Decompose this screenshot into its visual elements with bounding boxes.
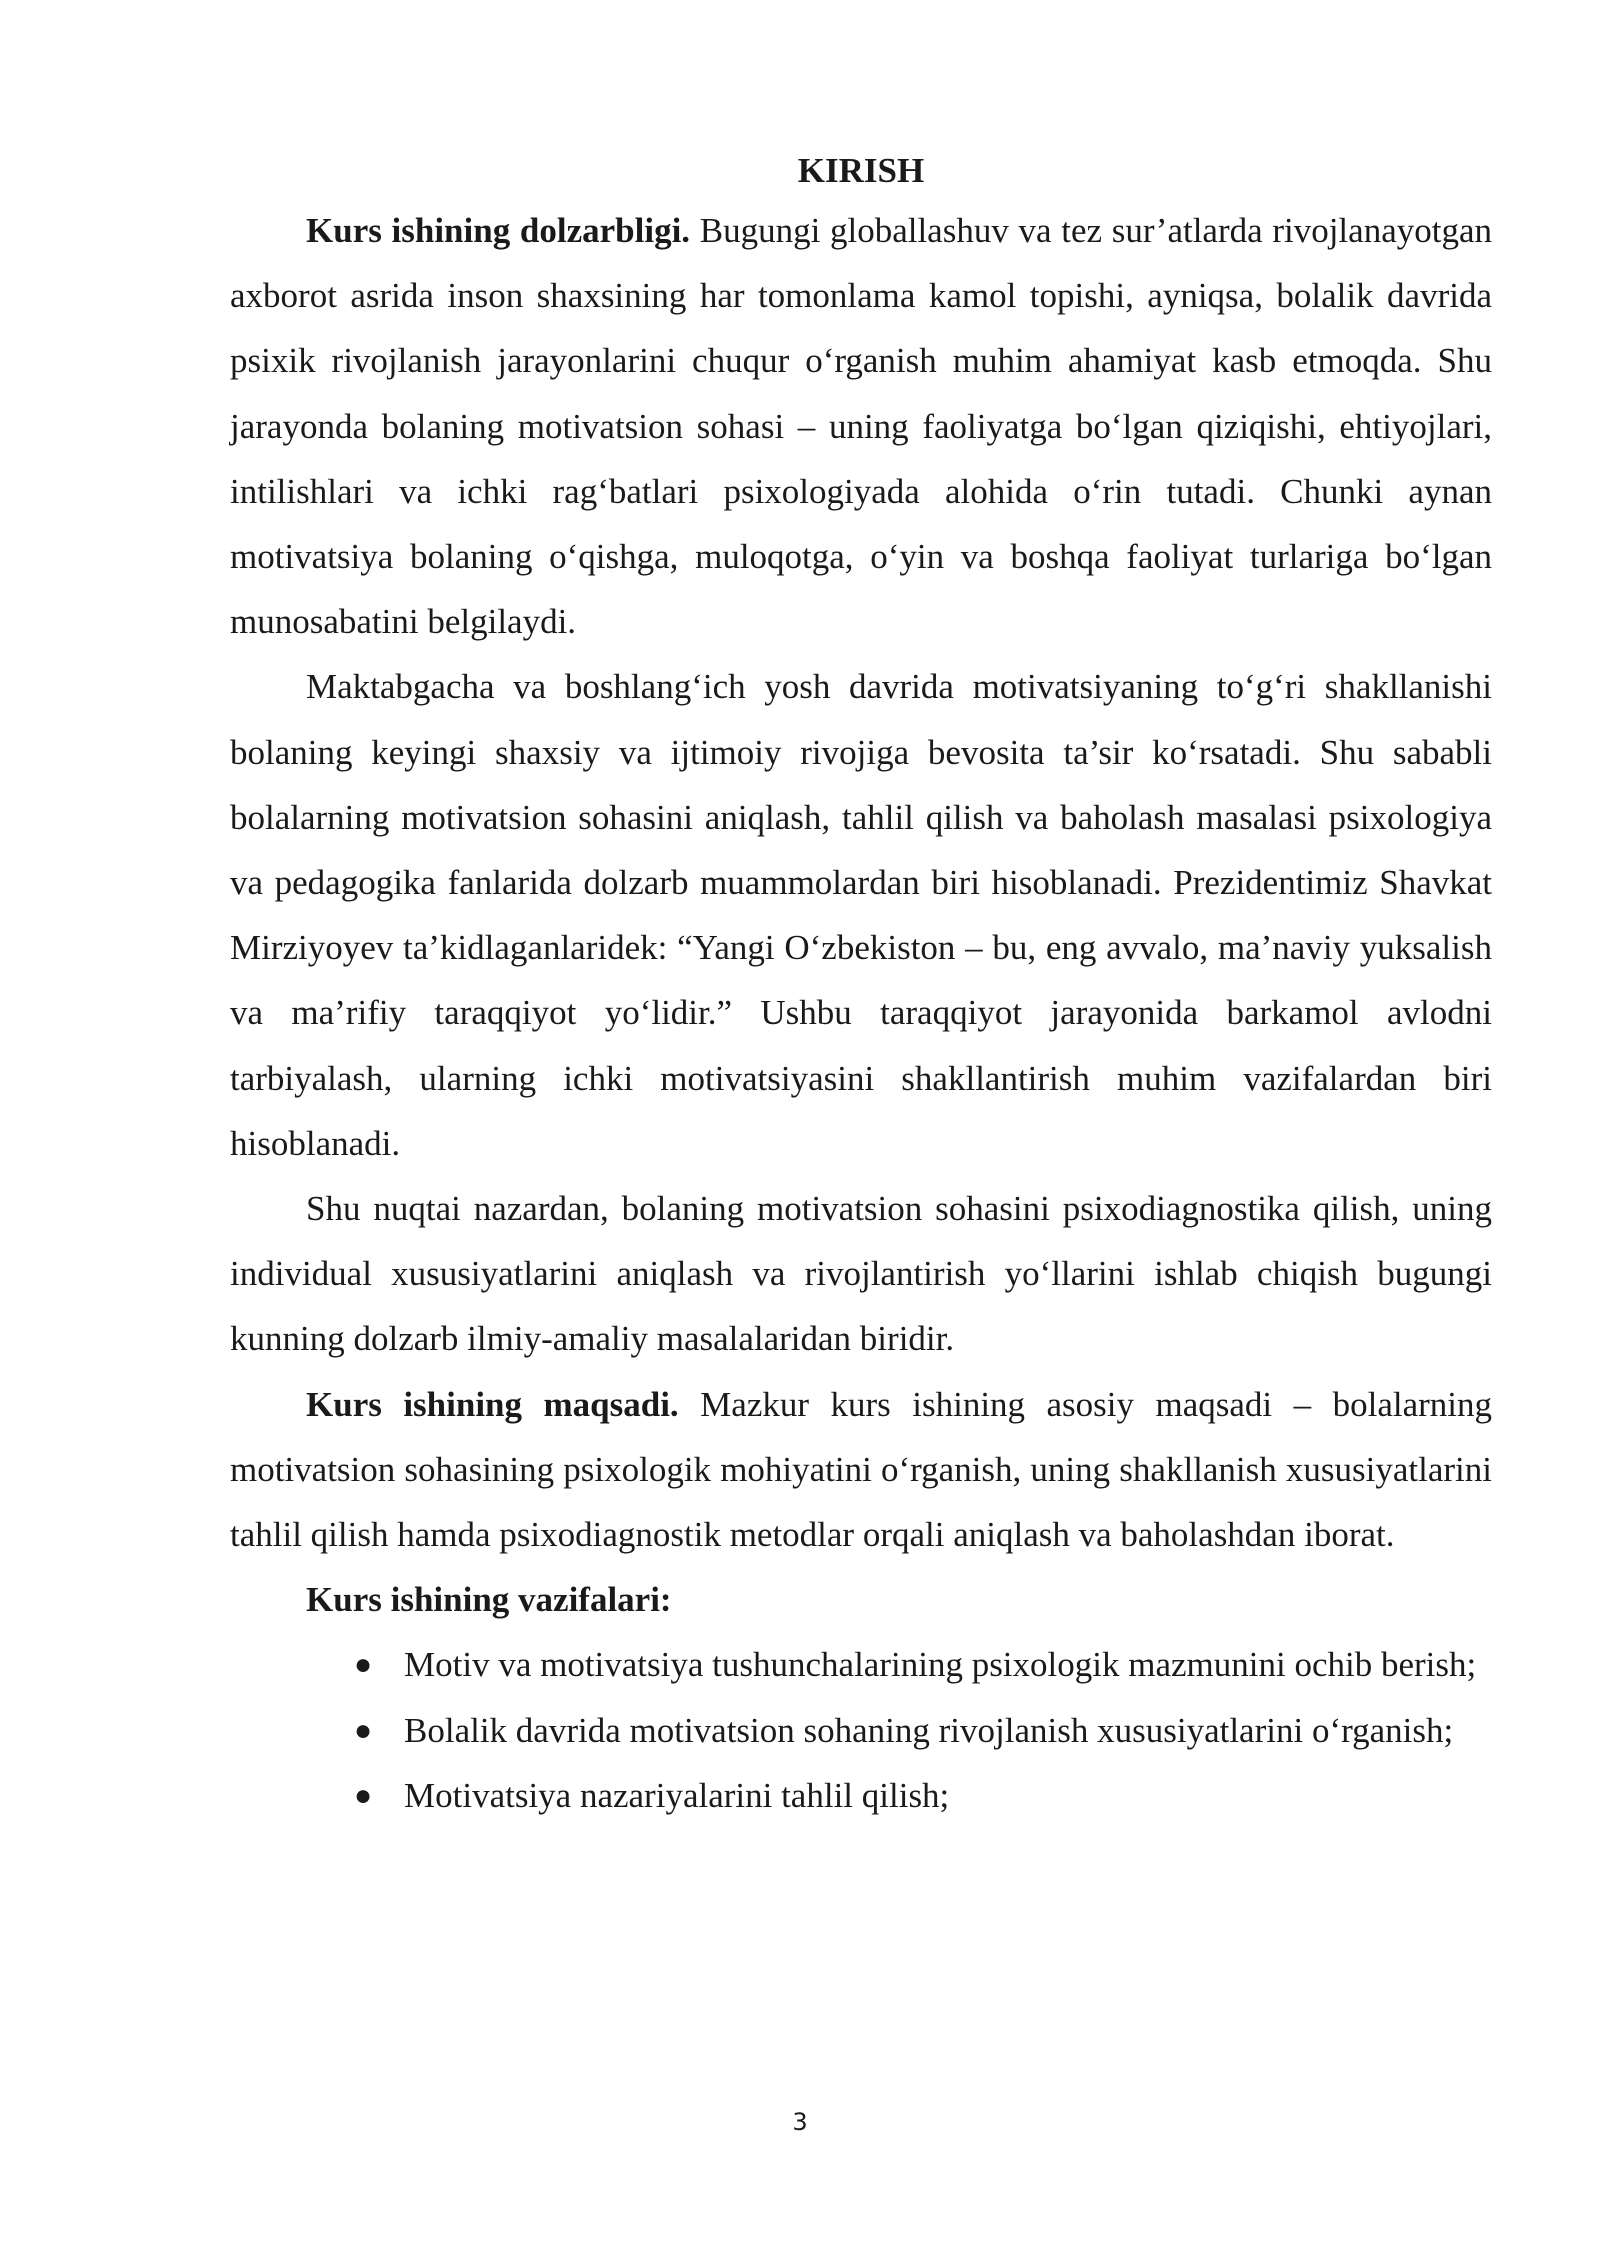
page-title: KIRISH	[797, 151, 925, 190]
list-item	[230, 1632, 1492, 1697]
relevance-lead: Kurs ishining dolzarbligi.	[306, 211, 691, 250]
list-item	[230, 1763, 1492, 1828]
paragraph-goal	[230, 1372, 1492, 1568]
goal-lead: Kurs ishining maqsadi.	[306, 1384, 679, 1424]
tasks-heading: Kurs ishining vazifalari:	[306, 1580, 672, 1620]
relevance-text: Bugungi globallashuv va tez sur’atlarda rivojlanayotgan axborot asrida inson shaxsining har tomonlama kamol topishi, ayniqsa, bolalik davrida psixik rivojlanish jarayonlarini chuqur o‘rganish muhim ahamiyat kasb etmoqda. Shu jarayonda bolaning motivatsion sohasi – uning faoliyatga bo‘lgan qiziqishi, ehtiyojlari, intilishlari va ichki rag‘batlari psixologiyada alohida o‘rin tutadi. Chunki aynan motivatsiya bolaning o‘qishga, muloqotga, o‘yin va boshqa faoliyat turlariga bo‘lgan munosabatini belgilaydi.	[230, 211, 1492, 642]
paragraph-relevance	[230, 198, 1492, 654]
paragraph-preschool: Maktabgacha va boshlang‘ich yosh davrida motivatsiyaning to‘g‘ri shakllanishi bolaning keyingi shaxsiy va ijtimoiy rivojiga bevosita ta’sir ko‘rsatadi. Shu sababli bolalarning motivatsion sohasini aniqlash, tahlil qilish va baholash masalasi psixologiya va pedagogika fanlarida dolzarb muammolardan biri hisoblanadi. Prezidentimiz Shavkat Mirziyoyev ta’kidlaganlaridek: “Yangi O‘zbekiston – bu, eng avvalo, ma’naviy yuksalish va ma’rifiy taraqqiyot yo‘lidir.” Ushbu taraqqiyot jarayonida barkamol avlodni tarbiyalash, ularning ichki motivatsiyasini shakllantirish muhim vazifalardan biri hisoblanadi.	[230, 667, 1492, 1163]
list-item-text: Bolalik davrida motivatsion sohaning rivojlanish xususiyatlarini o‘rganish;	[404, 1710, 1454, 1750]
tasks-list	[230, 1632, 1492, 1828]
list-item-text: Motivatsiya nazariyalarini tahlil qilish;	[404, 1775, 950, 1815]
bullet-icon: ●	[354, 1713, 373, 1747]
bullet-icon: ●	[354, 1778, 373, 1812]
paragraph-psychodiagnostics: Shu nuqtai nazardan, bolaning motivatsion sohasini psixodiagnostika qilish, uning individual xususiyatlarini aniqlash va rivojlantirish yo‘llarini ishlab chiqish bugungi kunning dolzarb ilmiy-amaliy masalalaridan biridir.	[230, 1189, 1492, 1359]
document-page	[230, 150, 1492, 1828]
list-item	[230, 1698, 1492, 1763]
list-item-text: Motiv va motivatsiya tushunchalarining psixologik mazmunini ochib berish;	[404, 1645, 1477, 1685]
bullet-icon: ●	[354, 1648, 373, 1682]
page-number: 3	[792, 2108, 808, 2136]
goal-text: Mazkur kurs ishining asosiy maqsadi – bolalarning motivatsion sohasining psixologik mohiyatini o‘rganish, uning shakllanish xususiyatlarini tahlil qilish hamda psixodiagnostik metodlar orqali aniqlash va baholashdan iborat.	[230, 1384, 1493, 1555]
